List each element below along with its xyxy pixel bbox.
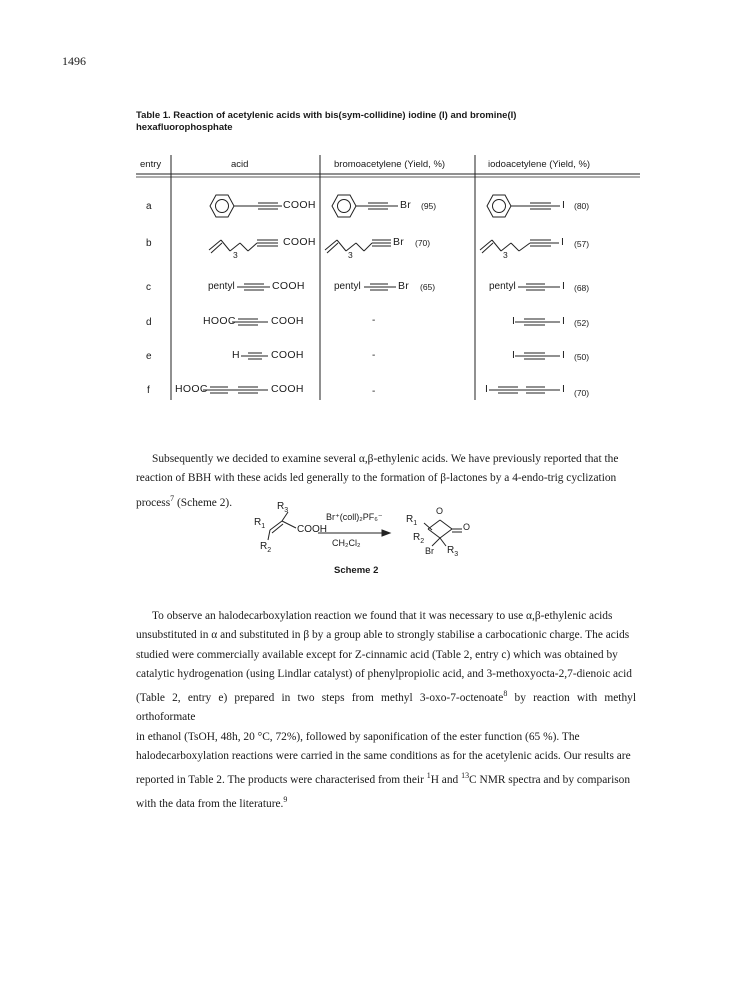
scheme-title: Scheme 2: [334, 565, 379, 576]
para2-line4: catalytic hydrogenation (using Lindlar catalyst) of phenylpropiolic acid, and 3-methoxyocta-2,7-dienoic acid: [136, 667, 632, 680]
para2-line5b: by reaction with methyl orthoformate: [136, 691, 636, 724]
scheme-r2: $R_2$: [260, 541, 272, 554]
ref-7: 7: [170, 493, 175, 503]
iodo-f-i-right: I: [562, 383, 566, 395]
acid-f-hooc: HOOC: [175, 383, 208, 395]
bromo-a-br: Br: [400, 199, 412, 211]
bromo-d-dash: -: [372, 315, 376, 326]
para1-line3-end: (Scheme 2).: [174, 496, 233, 509]
para2-line7: halodecarboxylation reactions were carried in the same conditions as for the acetylenic acids. Our results are: [136, 749, 631, 762]
sup-13c: 13: [461, 771, 470, 781]
entry-d: d: [146, 317, 152, 328]
entry-f: f: [147, 385, 150, 396]
para2-line8c: C NMR spectra and by comparison: [469, 773, 631, 786]
scheme-product-r3: $R_3$: [447, 545, 459, 558]
header-bromo: bromoacetylene (Yield, %): [334, 159, 446, 170]
acid-e-cooh: COOH: [271, 349, 304, 361]
bromo-e-dash: -: [372, 350, 376, 361]
iodo-f-i-left: I: [485, 383, 489, 395]
acid-b-cooh: COOH: [283, 236, 316, 248]
header-entry: entry: [140, 159, 162, 170]
scheme-product-br: Br: [425, 546, 434, 556]
sup-1h: 1: [426, 771, 431, 781]
para1-line2: reaction of BBH with these acids led generally to the formation of β-lactones by a 4-endo-trig cyclization: [136, 472, 617, 485]
entry-e: e: [146, 351, 152, 362]
table-caption-line2: hexafluorophosphate: [136, 122, 233, 133]
acid-b-sub3: 3: [233, 250, 238, 260]
ref-8: 8: [503, 689, 508, 699]
iodo-c-pentyl: pentyl: [489, 281, 516, 292]
scheme-r3: $R_3$: [277, 501, 289, 514]
iodo-c-i: I: [562, 280, 566, 292]
scheme-ring-o: O: [436, 506, 444, 516]
para2-line2: unsubstituted in α and substituted in β by a group able to strongly stabilise a carbocationic charge. The acids: [136, 629, 630, 642]
iodo-b-sub3: 3: [503, 250, 508, 260]
scheme-solvent: CH₂Cl₂: [332, 538, 361, 548]
scheme-product-r1: $R_1$: [406, 514, 418, 527]
acid-e-h: H: [232, 349, 240, 361]
iodo-d-i-right: I: [562, 315, 566, 327]
paragraph-2: [136, 607, 636, 814]
entry-c: c: [146, 282, 151, 293]
acid-c-pentyl: pentyl: [208, 281, 235, 292]
bromo-c-br: Br: [398, 280, 410, 292]
iodo-b-i: I: [561, 236, 565, 248]
iodo-e-i-right: I: [562, 349, 566, 361]
header-iodo: iodoacetylene (Yield, %): [488, 159, 591, 170]
iodo-e-yield: (50): [574, 352, 590, 362]
bromo-b-yield: (70): [415, 238, 431, 248]
para2-line6: in ethanol (TsOH, 48h, 20 °C, 72%), followed by saponification of the ester function (65 %). The: [136, 730, 580, 743]
bromo-b-br: Br: [393, 236, 405, 248]
scheme-r1: $R_1$: [254, 517, 266, 530]
ref-9: 9: [283, 795, 288, 805]
scheme-cooh: COOH: [297, 524, 327, 535]
bromo-f-dash: -: [372, 386, 376, 397]
scheme-reagent: Br⁺(coll)₂PF₆⁻: [326, 512, 383, 522]
acid-d-hooc: HOOC: [203, 315, 236, 327]
para2-line1: To observe an halodecarboxylation reaction we found that it was necessary to use α,β-ethylenic acids: [152, 610, 613, 622]
acid-f-cooh: COOH: [271, 383, 304, 395]
iodo-c-yield: (68): [574, 283, 590, 293]
para1-line1: Subsequently we decided to examine several α,β-ethylenic acids. We have previously reported that the: [152, 453, 619, 465]
para2-line3: studied were commercially available except for Z-cinnamic acid (Table 2, entry c) which was obtained by: [136, 648, 618, 661]
acid-a-cooh: COOH: [283, 199, 316, 211]
iodo-d-i-left: I: [512, 315, 516, 327]
para2-line9: with the data from the literature.: [136, 798, 284, 811]
para2-line8a: reported in Table 2. The products were characterised from their: [136, 773, 427, 786]
bromo-a-yield: (95): [421, 201, 437, 211]
table-caption-line1: Table 1. Reaction of acetylenic acids with bis(sym-collidine) iodine (I) and bromine(I): [136, 110, 517, 121]
acid-c-cooh: COOH: [272, 280, 305, 292]
bromo-c-pentyl: pentyl: [334, 281, 361, 292]
iodo-d-yield: (52): [574, 318, 590, 328]
iodo-b-yield: (57): [574, 239, 590, 249]
header-acid: acid: [231, 159, 249, 170]
para2-line5a: (Table 2, entry e) prepared in two steps from methyl 3-oxo-7-octenoate: [136, 691, 504, 704]
iodo-a-i: I: [562, 199, 566, 211]
scheme-carbonyl-o: O: [463, 522, 471, 532]
acid-d-cooh: COOH: [271, 315, 304, 327]
iodo-a-yield: (80): [574, 201, 590, 211]
para1-line3: process: [136, 496, 171, 509]
page-number: 1496: [62, 54, 86, 68]
bromo-b-sub3: 3: [348, 250, 353, 260]
iodo-e-i-left: I: [512, 349, 516, 361]
para2-line8b: H and: [430, 773, 462, 786]
bromo-c-yield: (65): [420, 282, 436, 292]
entry-b: b: [146, 238, 152, 249]
iodo-f-yield: (70): [574, 388, 590, 398]
entry-a: a: [146, 201, 152, 212]
scheme-product-r2: $R_2$: [413, 532, 425, 545]
